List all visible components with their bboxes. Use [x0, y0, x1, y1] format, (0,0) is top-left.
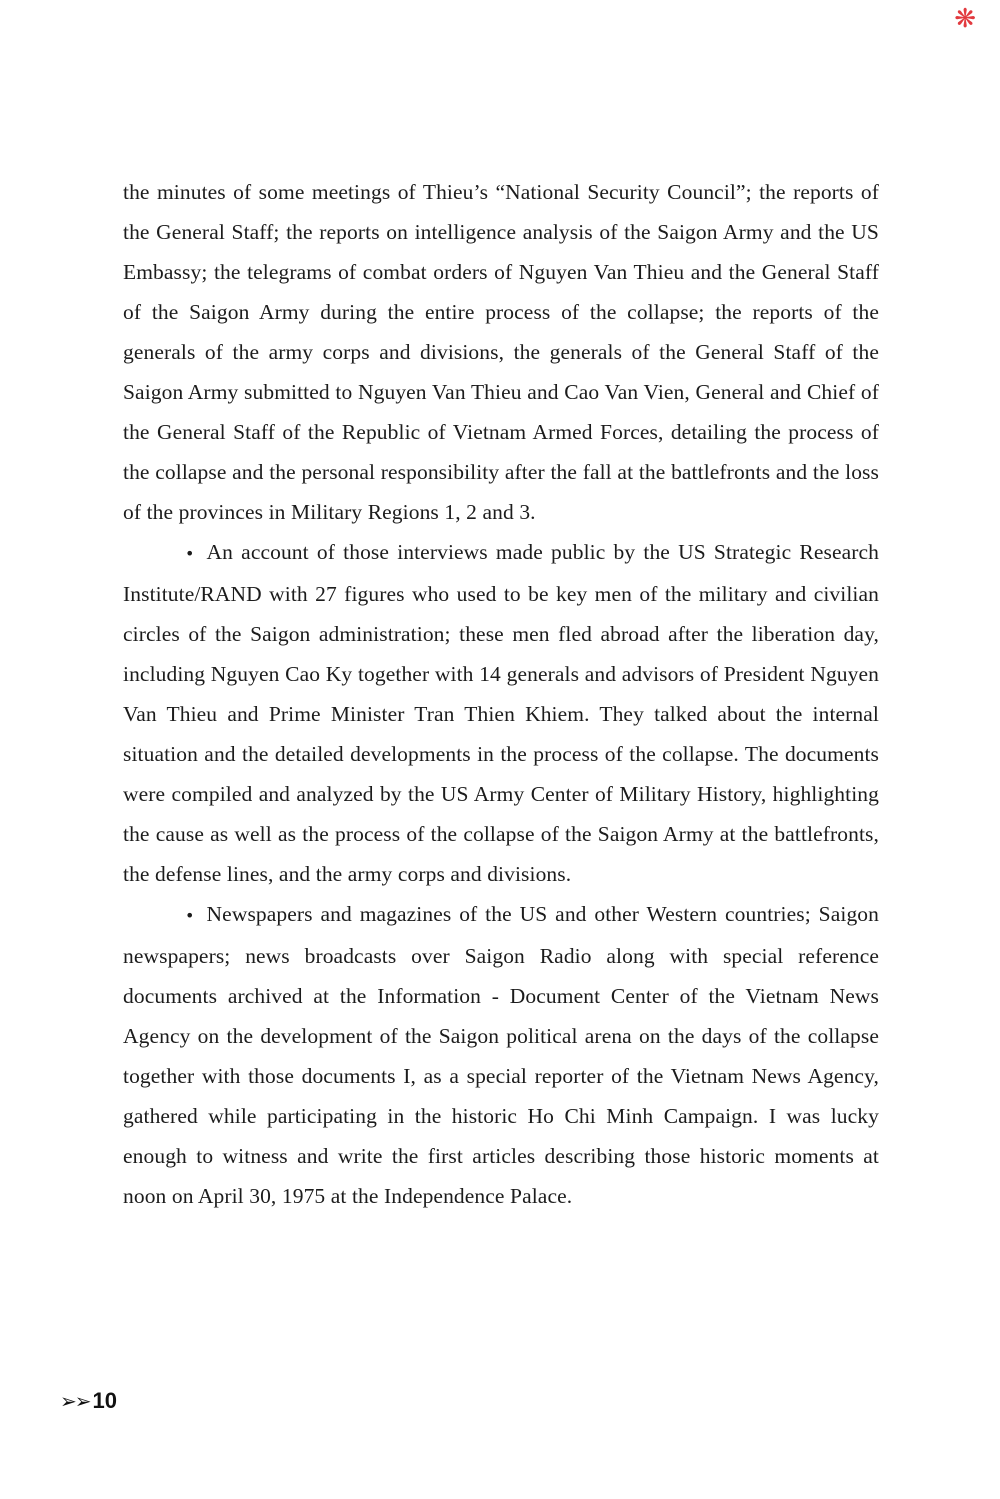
- paragraph-continuation: [123, 172, 879, 532]
- footer-arrows-icon: ➢➢: [60, 1389, 90, 1413]
- bullet-marker: •: [185, 906, 195, 925]
- paragraph-text: An account of those interviews made public by the US Strategic Research Institute/RAND with 27 figures who used to be key men of the military and civilian circles of the Saigon administration; these men fled abroad after the liberation day, including Nguyen Cao Ky together with 14 generals and advisors of President Nguyen Van Thieu and Prime Minister Tran Thien Khiem. They talked about the internal situation and the detailed developments in the process of the collapse. The documents were compiled and analyzed by the US Army Center of Military History, highlighting the cause as well as the process of the collapse of the Saigon Army at the battlefronts, the defense lines, and the army corps and divisions.: [123, 540, 879, 886]
- paragraph-bullet-newspapers: [123, 894, 879, 1216]
- paragraph-text: Newspapers and magazines of the US and other Western countries; Saigon newspapers; news broadcasts over Saigon Radio along with special reference documents archived at the Information - Document Center of the Vietnam News Agency on the development of the Saigon political arena on the days of the collapse together with those documents I, as a special reporter of the Vietnam News Agency, gathered while participating in the historic Ho Chi Minh Campaign. I was lucky enough to witness and write the first articles describing those historic moments at noon on April 30, 1975 at the Independence Palace.: [123, 902, 879, 1208]
- page-body-text: [123, 172, 879, 1216]
- page-number: 10: [92, 1388, 117, 1413]
- flower-ornament-icon: ❋: [954, 4, 976, 34]
- page-footer: [60, 1388, 117, 1414]
- paragraph-text: the minutes of some meetings of Thieu’s “National Security Council”; the reports of the General Staff; the reports on intelligence analysis of the Saigon Army and the US Embassy; the telegrams of combat orders of Nguyen Van Thieu and the General Staff of the Saigon Army during the entire process of the collapse; the reports of the generals of the army corps and divisions, the generals of the General Staff of the Saigon Army submitted to Nguyen Van Thieu and Cao Van Vien, General and Chief of the General Staff of the Republic of Vietnam Armed Forces, detailing the process of the collapse and the personal responsibility after the fall at the battlefronts and the loss of the provinces in Military Regions 1, 2 and 3.: [123, 180, 879, 524]
- bullet-marker: •: [185, 544, 195, 563]
- paragraph-bullet-interviews: [123, 532, 879, 894]
